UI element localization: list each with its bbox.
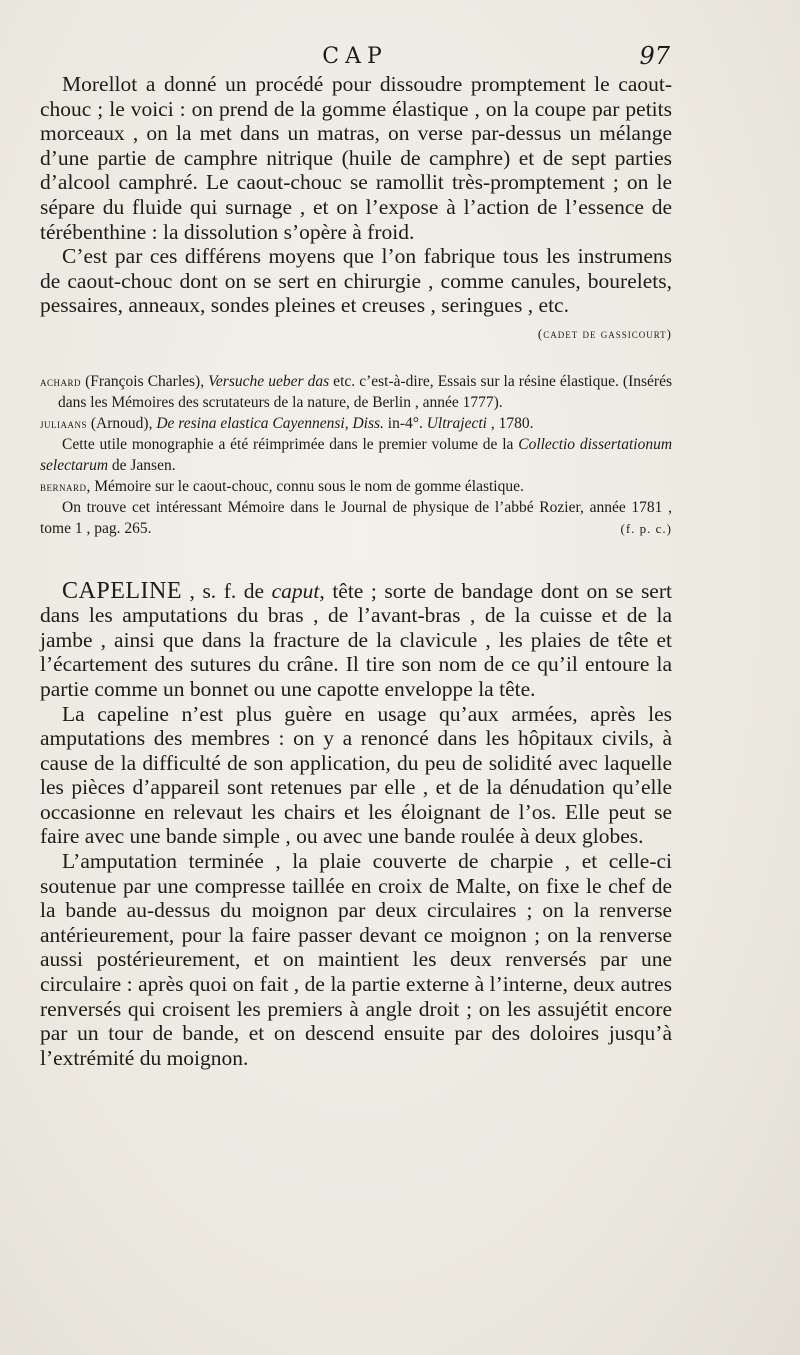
- bib-author-name: (Arnoud),: [87, 414, 157, 432]
- bib-note-text: On trouve cet intéressant Mémoire dans le Journal de physique de l’abbé Rozier, année 1781 , tome 1 , pag. 265.: [40, 498, 672, 537]
- bib-note-text: Cette utile monographie a été réimprimée dans le premier volume de la: [62, 435, 519, 453]
- bib-author: achard: [40, 373, 82, 389]
- bibliography-note: [40, 434, 672, 476]
- bib-details: , Mémoire sur le caout-chouc, connu sous le nom de gomme élastique.: [86, 477, 524, 495]
- entry-headword: CAPELINE: [62, 577, 182, 604]
- author-signature: (cadet de gassicourt): [537, 325, 672, 341]
- paragraph-instruments-text: C’est par ces différens moyens que l’on fabrique tous les instrumens de caout-chouc dont on se sert en chirurgie , comme canules, bourelets, pessaires, anneaux, sondes pleines et creuses , seringues , etc.: [40, 244, 672, 318]
- bib-year: , 1780.: [487, 414, 534, 432]
- entry-definition-text: , tête ; sorte de bandage dont on se sert dans les amputations du bras , de l’avant-bras , de la cuisse et de la jambe , ainsi que dans la fracture de la clavicule , les plaies de tête et l’écartement des sutures du crâne. Il tire son nom de ce qu’il entoure la partie comme un bonnet ou une capotte enveloppe la tête.: [40, 578, 672, 701]
- bibliography-entry: [40, 476, 672, 497]
- bibliography: [40, 371, 672, 539]
- bibliography-entry: [40, 371, 672, 413]
- page-header: [40, 40, 670, 74]
- paragraph-usage: La capeline n’est plus guère en usage qu’aux armées, après les amputations des membres : on y a renoncé dans les hôpitaux civils, à cause de la difficulté de son application, du peu de solidité avec laquelle les pièces d’appareil sont retenues par elle , et de la dénudation qu’elle occasionne en relevaut les chairs et les éloignant de l’os. Elle peut se faire avec une bande simple , ou avec une bande roulée à deux globes.: [40, 701, 672, 849]
- bib-title: De resina elastica Cayennensi, Diss.: [156, 414, 384, 432]
- bib-place: Ultrajecti: [426, 414, 487, 432]
- bib-signature: (f. p. c.): [620, 520, 672, 536]
- bibliography-entry: [40, 413, 672, 434]
- bibliography-note: [40, 497, 672, 539]
- page-number: 97: [639, 42, 670, 70]
- bib-details: etc. c’est-à-dire, Essais sur la résine élastique. (Insérés dans les Mémoires des scrutateurs de la nature, de Berlin , année 1777).: [58, 372, 672, 411]
- running-head: CAP: [322, 44, 388, 69]
- paragraph-instruments: [40, 244, 672, 341]
- entry-etymology: caput: [271, 578, 320, 603]
- bib-author-name: (François Charles),: [81, 372, 209, 390]
- bib-note-title: Collectio dissertationum selectarum: [40, 435, 673, 474]
- bib-author: juliaans: [40, 415, 88, 431]
- bib-title: Versuche ueber das: [208, 372, 330, 390]
- bib-format: in-4°.: [383, 414, 427, 432]
- bib-author: bernard: [40, 478, 87, 494]
- paragraph-procedure: L’amputation terminée , la plaie couverte de charpie , et celle-ci soutenue par une compresse taillée en croix de Malte, on fixe le chef de la bande au-dessus du moignon par deux circulaires ; on la renverse antérieurement, pour la faire passer devant ce moignon ; on la renverse aussi postérieurement, et on maintient les deux renversés par une circulaire : après quoi on fait , de la partie externe à l’interne, deux autres renversés qui croisent les premiers à angle droit ; on les assujétit encore par un tour de bande, et on descend ensuite par des doloires jusqu’à l’extrémité du moignon.: [40, 849, 672, 1070]
- paragraph-dissolution: Morellot a donné un procédé pour dissoudre promptement le caout-chouc ; le voici : on prend de la gomme élastique , on la coupe par petits morceaux , on la met dans un matras, on verse par-dessus un mélange d’une partie de camphre nitrique (huile de camphre) et de sept parties d’alcool camphré. Le caout-chouc se ramollit très-promptement ; on le sépare du fluide qui surnage , et on l’expose à l’action de l’essence de térébenthine : la dissolution s’opère à froid.: [40, 72, 672, 244]
- entry-capeline: [40, 579, 672, 1071]
- bib-note-text: de Jansen.: [108, 456, 176, 474]
- entry-grammar: , s. f. de: [182, 578, 272, 603]
- entry-definition: [40, 579, 672, 702]
- page-body: [40, 72, 672, 1070]
